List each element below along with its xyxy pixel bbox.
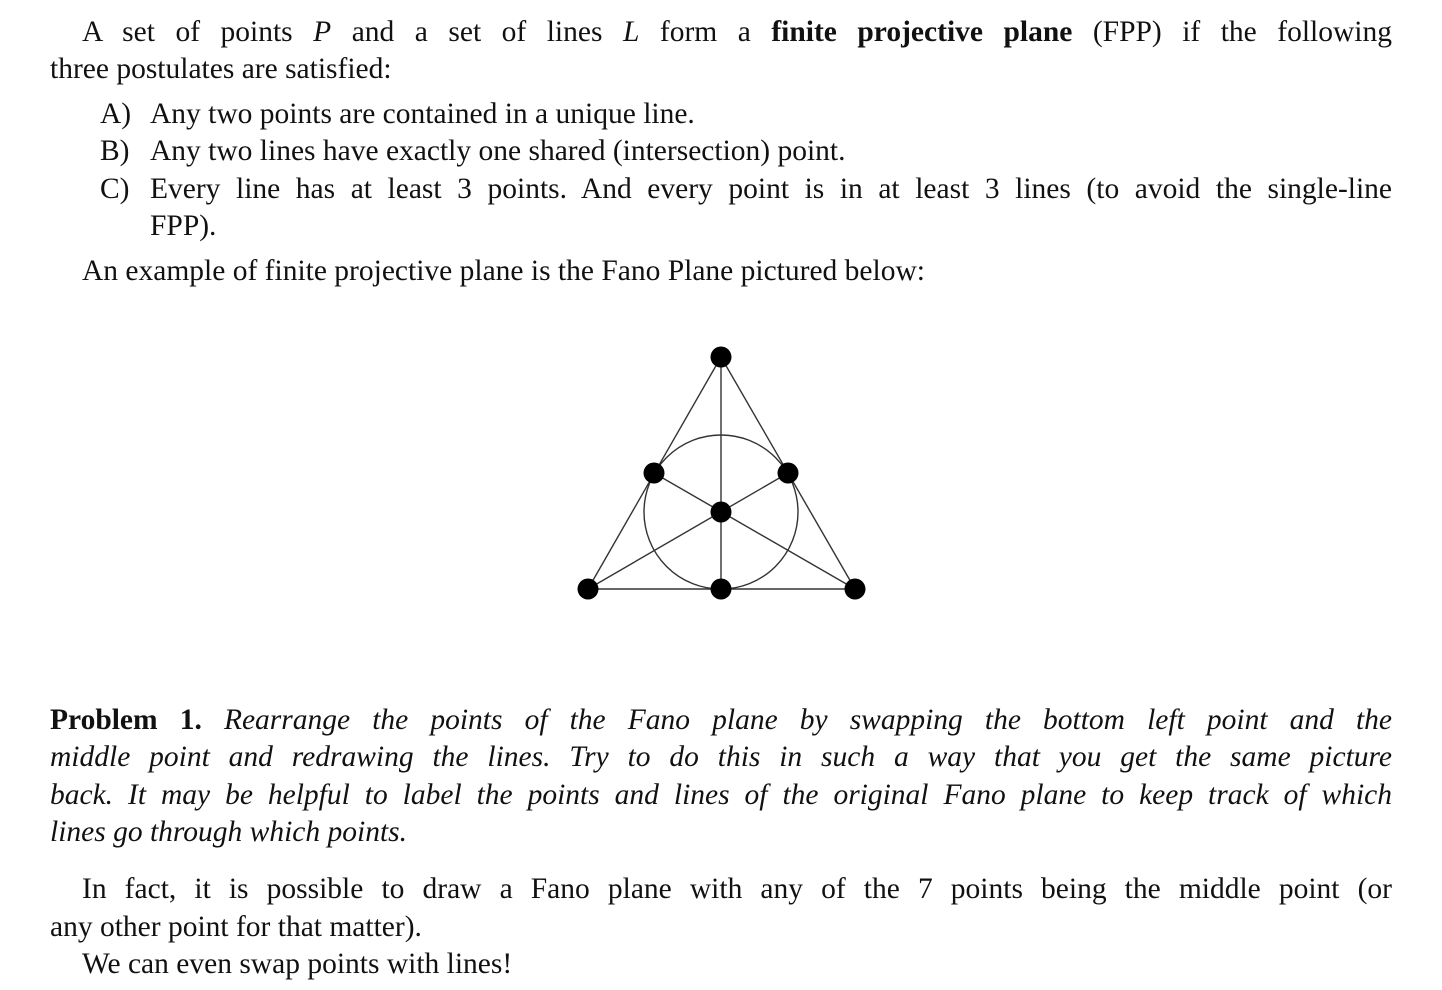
problem-line-4: lines go through which points. xyxy=(50,816,408,848)
postulate-a-label: A) xyxy=(100,98,132,130)
intro-line-2: three postulates are satisfied: xyxy=(50,53,392,85)
postulate-c-text: Every line has at least 3 points. And every point is in at least 3 lines (to avoid the single-line xyxy=(150,173,1392,205)
fano-point-bottom-right xyxy=(845,579,866,600)
fano-point-upper-right xyxy=(778,463,799,484)
intro-text-form: form a xyxy=(639,16,772,48)
postulate-c-text-cont: FPP). xyxy=(150,210,217,242)
postulate-a-text: Any two points are contained in a unique line. xyxy=(150,98,695,130)
intro-text-end: (FPP) if the following xyxy=(1072,16,1392,48)
set-l-symbol: L xyxy=(622,16,640,48)
intro-text-mid: and a set of lines xyxy=(331,16,623,48)
fano-line-median-from-left xyxy=(588,473,788,589)
problem-text-1: Rearrange the points of the Fano plane by swapping the bottom left point and the xyxy=(223,704,1393,736)
fpp-term: finite projective plane xyxy=(771,16,1073,48)
set-p-symbol: P xyxy=(313,16,332,48)
fano-point-upper-left xyxy=(644,463,665,484)
fano-point-center xyxy=(711,502,732,523)
postulate-b-text: Any two lines have exactly one shared (intersection) point. xyxy=(150,135,846,167)
fano-point-bottom-left xyxy=(578,579,599,600)
fano-line-median-from-right xyxy=(654,473,855,589)
problem-heading: Problem 1. xyxy=(50,704,202,736)
postulate-c-label: C) xyxy=(100,173,130,205)
postulate-b-label: B) xyxy=(100,135,130,167)
problem-line-1 xyxy=(50,702,1392,738)
closing-line-1: In fact, it is possible to draw a Fano plane with any of the 7 points being the middle point (or xyxy=(82,873,1392,905)
intro-text-start: A set of points xyxy=(82,16,314,48)
fano-point-bottom-middle xyxy=(711,579,732,600)
fano-point-top xyxy=(711,347,732,368)
example-text: An example of finite projective plane is the Fano Plane pictured below: xyxy=(82,255,925,287)
problem-line-2: middle point and redrawing the lines. Try to do this in such a way that you get the same picture xyxy=(50,741,1392,773)
closing-line-2: any other point for that matter). xyxy=(50,911,422,943)
closing-line-3: We can even swap points with lines! xyxy=(82,948,513,980)
problem-line-3: back. It may be helpful to label the points and lines of the original Fano plane to keep track of which xyxy=(50,779,1392,811)
